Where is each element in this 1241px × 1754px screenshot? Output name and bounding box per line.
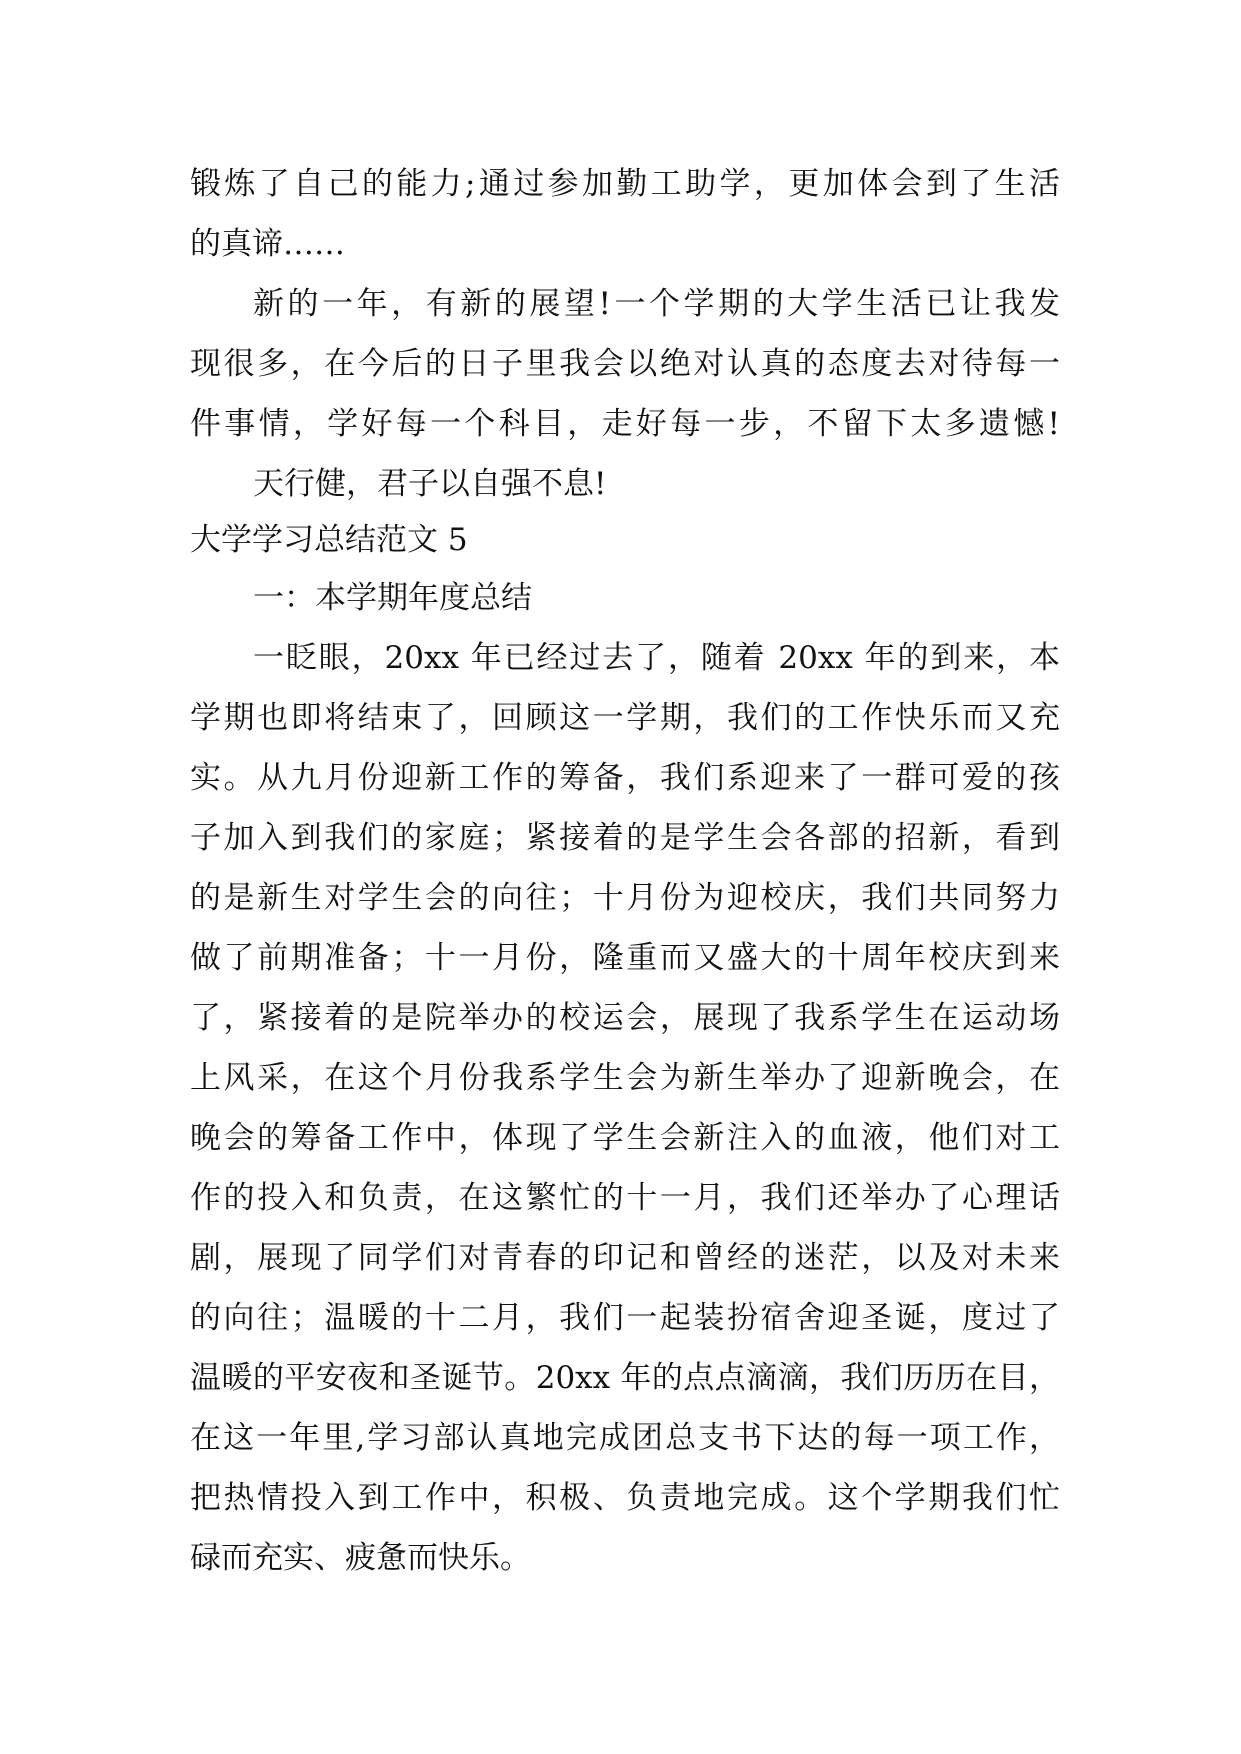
- body-text-line: 实。从九月份迎新工作的筹备，我们系迎来了一群可爱的孩: [190, 760, 1060, 796]
- subsection-heading: 一：本学期年度总结: [253, 580, 532, 616]
- body-text-line: 作的投入和负责，在这繁忙的十一月，我们还举办了心理话: [190, 1180, 1060, 1216]
- section-heading: 大学学习总结范文 5: [190, 522, 468, 558]
- body-text-line: 学期也即将结束了，回顾这一学期，我们的工作快乐而又充: [190, 700, 1060, 736]
- body-text-line: 天行健，君子以自强不息!: [253, 466, 607, 502]
- body-text-line: 了，紧接着的是院举办的校运会，展现了我系学生在运动场: [190, 1000, 1060, 1036]
- body-text-line: 做了前期准备；十一月份，隆重而又盛大的十周年校庆到来: [190, 940, 1060, 976]
- body-text-line: 的真谛……: [190, 226, 345, 262]
- body-text-line: 现很多，在今后的日子里我会以绝对认真的态度去对待每一: [190, 346, 1060, 382]
- body-text-line: 件事情，学好每一个科目，走好每一步，不留下太多遗憾!: [190, 406, 1060, 442]
- body-text-line: 温暖的平安夜和圣诞节。20xx 年的点点滴滴，我们历历在目，: [190, 1360, 1060, 1396]
- body-text-line: 子加入到我们的家庭；紧接着的是学生会各部的招新，看到: [190, 820, 1060, 856]
- body-text-line: 碌而充实、疲惫而快乐。: [190, 1540, 531, 1576]
- body-text-line: 新的一年，有新的展望!一个学期的大学生活已让我发: [253, 286, 1060, 322]
- body-text-line: 的是新生对学生会的向往；十月份为迎校庆，我们共同努力: [190, 880, 1060, 916]
- body-text-line: 上风采，在这个月份我系学生会为新生举办了迎新晚会，在: [190, 1060, 1060, 1096]
- body-text-line: 一眨眼，20xx 年已经过去了，随着 20xx 年的到来，本: [253, 640, 1060, 676]
- body-text-line: 晚会的筹备工作中，体现了学生会新注入的血液，他们对工: [190, 1120, 1060, 1156]
- body-text-line: 锻炼了自己的能力;通过参加勤工助学，更加体会到了生活: [190, 166, 1060, 202]
- body-text-line: 剧，展现了同学们对青春的印记和曾经的迷茫，以及对未来: [190, 1240, 1060, 1276]
- body-text-line: 在这一年里,学习部认真地完成团总支书下达的每一项工作，: [190, 1420, 1060, 1456]
- body-text-line: 的向往；温暖的十二月，我们一起装扮宿舍迎圣诞，度过了: [190, 1300, 1060, 1336]
- body-text-line: 把热情投入到工作中，积极、负责地完成。这个学期我们忙: [190, 1480, 1060, 1516]
